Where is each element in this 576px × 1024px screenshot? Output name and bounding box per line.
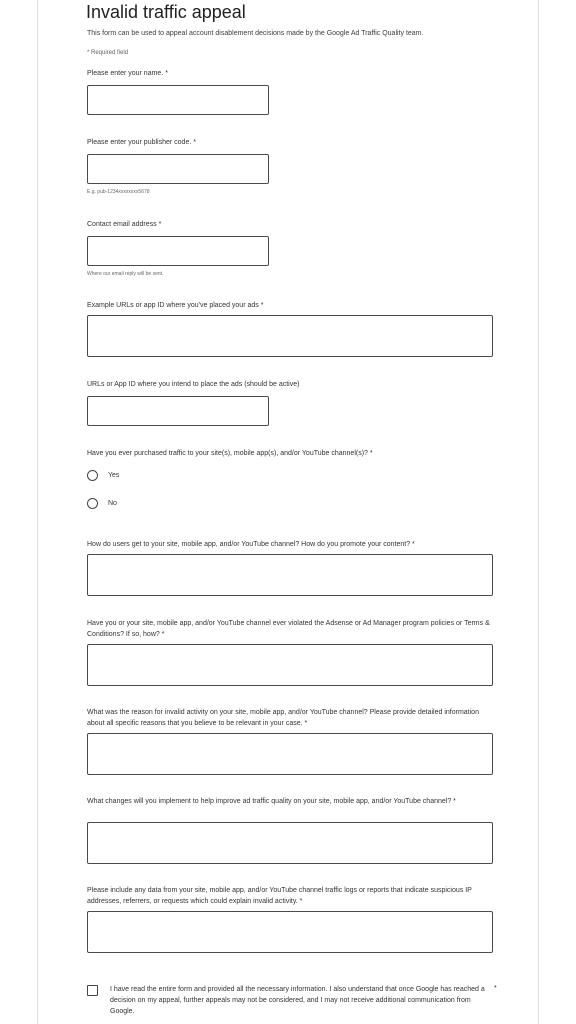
email-label: Contact email address * bbox=[87, 221, 162, 228]
radio-yes-label: Yes bbox=[108, 472, 120, 479]
violated-label: Have you or your site, mobile app, and/or YouTube channel ever violated the Adsense or Ad Manager program policies or Terms & Conditions? If so, how? * bbox=[87, 620, 490, 638]
radio-button[interactable] bbox=[87, 498, 98, 509]
radio-option-yes[interactable] bbox=[87, 470, 119, 481]
promote-input[interactable] bbox=[87, 554, 493, 596]
email-input[interactable] bbox=[87, 236, 269, 266]
promote-label: How do users get to your site, mobile app, and/or YouTube channel? How do you promote your content? * bbox=[87, 541, 415, 548]
radio-button[interactable] bbox=[87, 470, 98, 481]
intended-urls-input[interactable] bbox=[87, 396, 269, 426]
example-urls-input[interactable] bbox=[87, 315, 493, 357]
email-hint: Where our email reply will be sent. bbox=[87, 271, 164, 277]
form-description: This form can be used to appeal account disablement decisions made by the Google Ad Traffic Quality team. bbox=[87, 30, 424, 37]
example-urls-label: Example URLs or app ID where you've placed your ads * bbox=[87, 302, 264, 309]
violated-input[interactable] bbox=[87, 644, 493, 686]
page-title: Invalid traffic appeal bbox=[86, 2, 246, 22]
data-logs-input[interactable] bbox=[87, 911, 493, 953]
publisher-code-input[interactable] bbox=[87, 154, 269, 184]
data-logs-label: Please include any data from your site, mobile app, and/or YouTube channel traffic logs or reports that indicate suspicious IP addresses, referrers, or requests which could explain invalid activity. * bbox=[87, 887, 472, 905]
required-star: * bbox=[494, 985, 497, 992]
changes-label: What changes will you implement to help improve ad traffic quality on your site, mobile app, and/or YouTube channel? * bbox=[87, 798, 456, 805]
reason-label: What was the reason for invalid activity on your site, mobile app, and/or YouTube channel? Please provide detailed information about all specific reasons that you believe to be relevant in your case. * bbox=[87, 709, 479, 727]
purchased-traffic-label: Have you ever purchased traffic to your site(s), mobile app(s), and/or YouTube channel(s)? * bbox=[87, 450, 373, 457]
name-label: Please enter your name. * bbox=[87, 70, 168, 77]
changes-input[interactable] bbox=[87, 822, 493, 864]
name-input[interactable] bbox=[87, 85, 269, 115]
publisher-code-label: Please enter your publisher code. * bbox=[87, 139, 196, 146]
required-note: * Required field bbox=[87, 50, 129, 56]
acknowledgement-row[interactable] bbox=[87, 984, 485, 1017]
page-border-right bbox=[538, 0, 539, 1024]
intended-urls-label: URLs or App ID where you intend to place the ads (should be active) bbox=[87, 381, 300, 388]
acknowledgement-checkbox[interactable] bbox=[87, 985, 98, 996]
acknowledgement-label: I have read the entire form and provided all the necessary information. I also understand that once Google has reached a decision on my appeal, further appeals may not be considered, and I may not receive additional communication from Google. bbox=[110, 986, 485, 1015]
radio-no-label: No bbox=[108, 500, 117, 507]
reason-input[interactable] bbox=[87, 733, 493, 775]
radio-option-no[interactable] bbox=[87, 498, 117, 509]
publisher-code-hint: E.g. pub-1234xxxxxxxx5678 bbox=[87, 189, 150, 195]
page-border-left bbox=[37, 0, 38, 1024]
